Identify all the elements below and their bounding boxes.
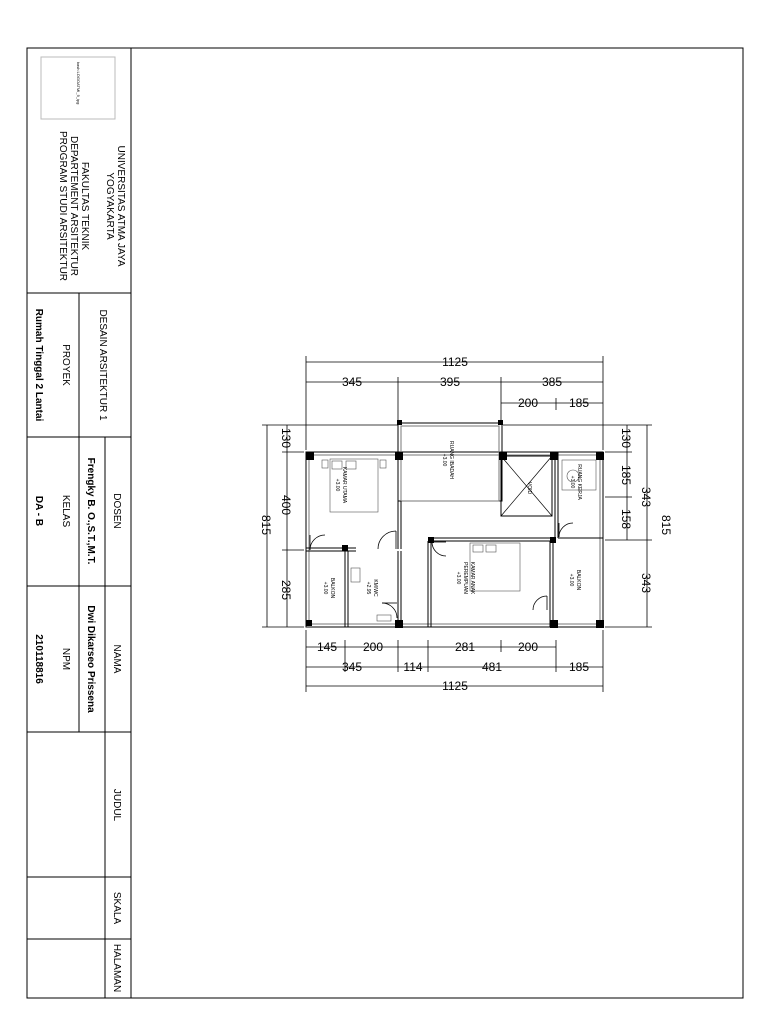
- dim-left-400: 400: [279, 494, 293, 516]
- level-kamar-utama: +3.00: [334, 478, 340, 492]
- dim-top-395: 395: [439, 375, 461, 389]
- room-kamar-anak-2: PEREMPUAN: [462, 562, 468, 594]
- kelas-value: DA - B: [33, 495, 44, 527]
- department-name: DEPARTEMENT ARSITEKTUR: [68, 135, 79, 277]
- dosen-value: Frengky B. O.,S.T.,M.T.: [85, 457, 96, 565]
- level-kmwc: +2.95: [365, 581, 371, 595]
- floor-plan: [306, 420, 604, 628]
- project-label: PROYEK: [60, 344, 71, 386]
- dimension-labels: [259, 355, 673, 693]
- room-ruang-kerja: RUANG KERJA: [576, 464, 582, 500]
- room-kamar-utama: KAMAR UTAMA: [341, 466, 347, 504]
- faculty-name: FAKULTAS TEKNIK: [79, 161, 90, 251]
- dim-left-total: 815: [259, 514, 273, 536]
- dim-top-185: 185: [568, 396, 590, 410]
- dim-bottom-185: 185: [568, 660, 590, 674]
- dim-right-343b: 343: [639, 572, 653, 594]
- dim-top-200: 200: [517, 396, 539, 410]
- level-ruang-kerja: +3.00: [569, 475, 575, 489]
- dim-left-285: 285: [279, 579, 293, 601]
- nama-value: Dwi Dikarseo Prissena: [85, 605, 96, 713]
- room-void: VOID: [526, 481, 532, 495]
- room-balkon-left: BALKON: [329, 577, 335, 599]
- university-name: UNIVERSITAS ATMA JAYA: [115, 145, 126, 267]
- room-balkon-right: BALKON: [575, 569, 581, 591]
- kelas-label: KELAS: [60, 494, 71, 528]
- room-kmwc: KM/WC: [372, 579, 378, 597]
- skala-label: SKALA: [111, 891, 122, 925]
- level-balkon-left: +3.00: [322, 581, 328, 595]
- level-kamar-anak: +3.00: [455, 571, 461, 585]
- room-ruang-ibadah: RUANG IBADAH: [448, 440, 454, 480]
- dim-left-130: 130: [279, 427, 293, 449]
- npm-value: 210118816: [33, 634, 44, 684]
- dim-right-total: 815: [659, 514, 673, 536]
- dim-right-185: 185: [619, 464, 633, 486]
- logo-text: kash LOGOATMI_9_ipg: [76, 62, 81, 105]
- dim-top-385: 385: [541, 375, 563, 389]
- dim-right-130: 130: [619, 427, 633, 449]
- room-kamar-anak: KAMAR ANAK: [469, 561, 475, 595]
- dim-bottom-345: 345: [341, 660, 363, 674]
- dim-right-343a: 343: [639, 486, 653, 508]
- dim-bottom-200b: 200: [517, 640, 539, 654]
- level-ruang-ibadah: +3.00: [441, 453, 447, 467]
- sheet-border: [27, 48, 743, 998]
- nama-label: NAMA: [111, 644, 122, 674]
- course-name: DESAIN ARSITEKTUR 1: [97, 309, 108, 421]
- npm-label: NPM: [60, 647, 71, 671]
- dim-bottom-200a: 200: [362, 640, 384, 654]
- judul-label: JUDUL: [111, 788, 122, 822]
- dim-top-total: 1125: [442, 355, 468, 369]
- dim-right-158: 158: [619, 508, 633, 530]
- program-name: PROGRAM STUDI ARSITEKTUR: [57, 130, 68, 282]
- project-value: Rumah Tinggal 2 Lantai: [33, 308, 44, 422]
- dim-bottom-total: 1125: [442, 679, 468, 693]
- dim-bottom-114: 114: [403, 660, 423, 674]
- dim-bottom-481: 481: [481, 660, 503, 674]
- dim-bottom-145: 145: [316, 640, 338, 654]
- halaman-label: HALAMAN: [111, 943, 122, 993]
- dosen-label: DOSEN: [111, 493, 122, 529]
- level-balkon-right: +3.00: [568, 573, 574, 587]
- dim-bottom-281: 281: [454, 640, 476, 654]
- doors: [310, 523, 573, 618]
- dim-top-345: 345: [341, 375, 363, 389]
- university-city: YOGYAKARTA: [104, 172, 115, 240]
